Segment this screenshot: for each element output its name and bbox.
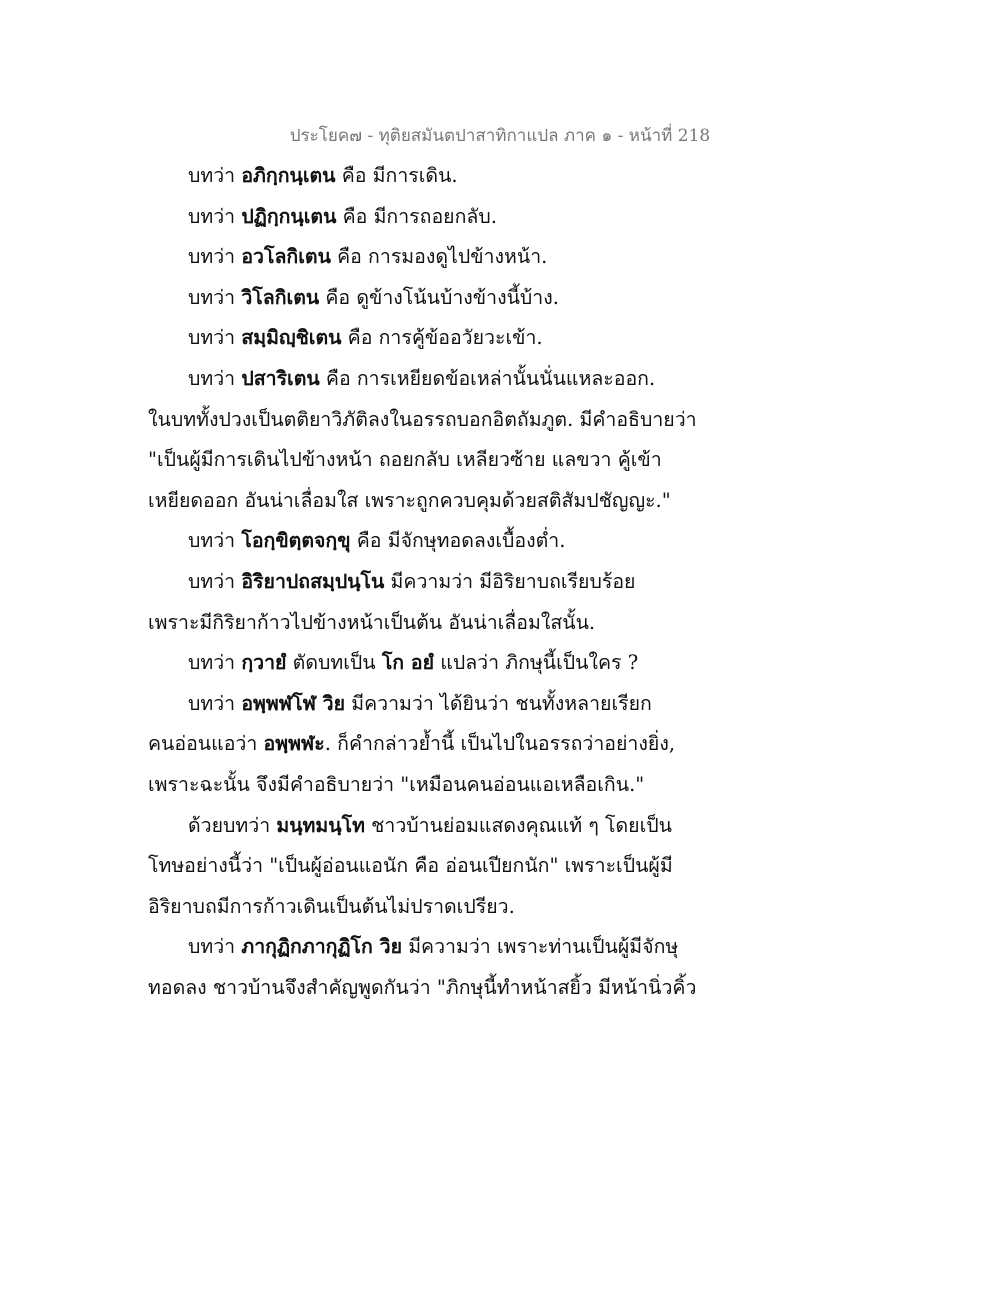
pali-term: มนฺทมนฺโท: [276, 813, 365, 837]
text-line: [148, 887, 688, 928]
plain-text: คือ การมองดูไปข้างหน้า.: [330, 245, 548, 269]
plain-text: แปลว่า ภิกษุนี้เป็นใคร ?: [434, 651, 639, 675]
plain-text: คือ การคู้ข้ออวัยวะเข้า.: [341, 326, 543, 350]
plain-text: มีความว่า เพราะท่านเป็นผู้มีจักษุ: [402, 935, 679, 959]
plain-text: . ก็คำกล่าวย้ำนี้ เป็นไปในอรรถว่าอย่างยิ่ง,: [324, 732, 676, 756]
text-line: [148, 197, 688, 238]
pali-term: อิริยาปถสมฺปนฺโน: [241, 569, 385, 593]
plain-text: มีความว่า มีอิริยาบถเรียบร้อย: [384, 569, 636, 593]
plain-text: ตัดบทเป็น: [286, 651, 382, 675]
plain-text: บทว่า: [188, 569, 242, 593]
plain-text: ในบททั้งปวงเป็นตติยาวิภัติลงในอรรถบอกอิตถัมภูต. มีคำอธิบายว่า: [148, 407, 697, 431]
pali-term: อพฺพฬโฬ วิย: [241, 691, 346, 715]
plain-text: บทว่า: [188, 164, 242, 187]
plain-text: "เป็นผู้มีการเดินไปข้างหน้า ถอยกลับ เหลียวซ้าย แลขวา คู้เข้า: [148, 448, 662, 472]
pali-term: โอกฺขิตฺตจกฺขุ: [241, 529, 351, 553]
text-line: [148, 278, 688, 319]
body-text: [148, 156, 697, 1008]
text-line: [148, 237, 688, 278]
text-line: [148, 318, 688, 359]
plain-text: บทว่า: [188, 651, 242, 675]
text-line: [148, 603, 688, 644]
pali-term: อพฺพฬะ: [263, 732, 325, 756]
plain-text: บทว่า: [188, 366, 242, 390]
plain-text: บทว่า: [188, 245, 242, 269]
plain-text: เหยียดออก อันน่าเลื่อมใส เพราะถูกควบคุมด้วยสติสัมปชัญญะ.": [148, 488, 671, 512]
text-line: [148, 968, 697, 1009]
plain-text: ด้วยบทว่า: [188, 813, 277, 837]
plain-text: เพราะมีกิริยาก้าวไปข้างหน้าเป็นต้น อันน่าเลื่อมใสนั้น.: [148, 610, 596, 634]
plain-text: คือ การเหยียดข้อเหล่านั้นนั่นแหละออก.: [319, 366, 656, 390]
plain-text: คือ มีการถอยกลับ.: [336, 204, 497, 228]
text-line: [148, 359, 688, 400]
text-line: [148, 643, 688, 684]
pali-term: อภิกฺกนฺเตน: [241, 164, 336, 187]
pali-term: วิโลกิเตน: [241, 285, 320, 309]
plain-text: บทว่า: [188, 691, 242, 715]
plain-text: คนอ่อนแอว่า: [148, 732, 264, 756]
text-line: [148, 927, 688, 968]
text-line: [148, 562, 688, 603]
plain-text: บทว่า: [188, 935, 242, 959]
plain-text: ชาวบ้านย่อมแสดงคุณแท้ ๆ โดยเป็น: [364, 813, 672, 837]
text-line: [148, 846, 688, 887]
plain-text: โทษอย่างนี้ว่า "เป็นผู้อ่อนแอนัก คือ อ่อนเปียกนัก" เพราะเป็นผู้มี: [148, 854, 673, 878]
plain-text: คือ มีการเดิน.: [335, 164, 458, 187]
text-line: [148, 521, 688, 562]
plain-text: บทว่า: [188, 529, 242, 553]
pali-term: อวโลกิเตน: [241, 245, 331, 269]
plain-text: บทว่า: [188, 326, 242, 350]
plain-text: อิริยาบถมีการก้าวเดินเป็นต้นไม่ปราดเปรียว.: [148, 894, 515, 918]
plain-text: เพราะฉะนั้น จึงมีคำอธิบายว่า "เหมือนคนอ่อนแอเหลือเกิน.": [148, 772, 645, 796]
plain-text: ทอดลง ชาวบ้านจึงสำคัญพูดกันว่า "ภิกษุนี้ทำหน้าสยิ้ว มีหน้านิ่วคิ้ว: [148, 975, 697, 999]
text-line: [148, 806, 688, 847]
text-line: [148, 765, 688, 806]
text-line: [148, 724, 688, 765]
pali-term: โก อยํ: [381, 651, 435, 675]
plain-text: คือ ดูข้างโน้นบ้างข้างนี้บ้าง.: [319, 285, 559, 309]
plain-text: บทว่า: [188, 285, 242, 309]
plain-text: คือ มีจักษุทอดลงเบื้องต่ำ.: [350, 529, 566, 553]
plain-text: มีความว่า ได้ยินว่า ชนทั้งหลายเรียก: [345, 691, 652, 715]
text-line: [148, 440, 688, 481]
text-line: [148, 400, 697, 441]
running-header: ประโยค๗ - ทุติยสมันตปาสาทิกาแปล ภาค ๑ - หน้าที่ 218: [289, 126, 711, 146]
text-line: [148, 684, 688, 725]
text-line: [148, 481, 688, 522]
plain-text: บทว่า: [188, 204, 242, 228]
pali-term: กฺวายํ: [241, 651, 287, 675]
pali-term: สมฺมิญฺชิเตน: [241, 326, 342, 350]
text-line: [148, 156, 688, 197]
pali-term: ปฏิกฺกนฺเตน: [241, 204, 337, 228]
pali-term: ภากุฏิกภากุฏิโก วิย: [241, 935, 402, 959]
pali-term: ปสาริเตน: [241, 366, 320, 390]
